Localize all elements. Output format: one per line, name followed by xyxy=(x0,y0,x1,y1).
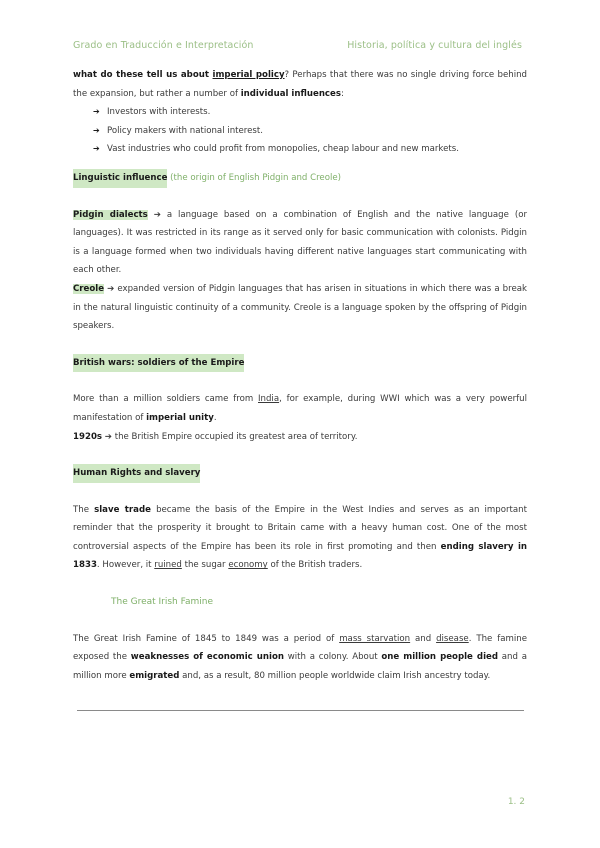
pidgin-term: Pidgin dialects xyxy=(73,209,148,220)
british-wars-paragraph: More than a million soldiers came from India, for example, during WWI which was a very powerful manifestation of imperial unity. xyxy=(73,394,527,423)
economy-term: economy xyxy=(228,560,268,571)
weaknesses-term: weaknesses of economic union xyxy=(130,652,284,663)
famine-subheading: The Great Irish Famine xyxy=(111,597,214,608)
horizontal-divider xyxy=(77,710,524,711)
list-item: ➔ Vast industries who could profit from monopolies, cheap labour and new markets. xyxy=(95,140,527,159)
ruined-term: ruined xyxy=(154,560,182,571)
creole-term: Creole xyxy=(73,283,105,294)
linguistic-subtitle: (the origin of English Pidgin and Creole) xyxy=(167,172,342,183)
disease-term: disease xyxy=(436,633,469,644)
india-term: India xyxy=(258,394,280,405)
document-body xyxy=(73,66,527,685)
page-number: 1. 2 xyxy=(507,797,525,807)
pidgin-paragraph: Pidgin dialects ➔ a language based on a combination of English and the native language (or languages). It was restricted in its range as it served only for basic communication with colonists. Pidgin is a language formed when two individuals having different native languages start communicating with each other. xyxy=(73,209,527,276)
header-course: Grado en Traducción e Interpretación xyxy=(73,40,254,51)
intro-question: what do these tell us about xyxy=(73,70,213,80)
territory-paragraph: 1920s ➔ the British Empire occupied its greatest area of territory. xyxy=(73,431,358,442)
emigrated-term: emigrated xyxy=(129,670,180,681)
header-subject: Historia, política y cultura del inglés xyxy=(347,40,522,51)
influences-list xyxy=(73,103,527,159)
mass-starvation-term: mass starvation xyxy=(339,633,411,644)
ending-slavery-term: ending slavery in 1833 xyxy=(73,541,528,571)
section-heading-human-rights: Human Rights and slavery xyxy=(73,464,527,483)
section-heading-british-wars: British wars: soldiers of the Empire xyxy=(73,354,527,373)
intro-paragraph: what do these tell us about imperial policy? Perhaps that there was no single driving force behind the expansion, but rather a number of individual influences: xyxy=(73,70,527,99)
creole-paragraph: Creole ➔ expanded version of Pidgin languages that has arisen in situations in which there was a break in the natural linguistic continuity of a community. Creole is a language spoken by the offspring of Pidgin speakers. xyxy=(73,283,527,332)
slave-trade-term: slave trade xyxy=(94,504,151,515)
section-heading-linguistic: Linguistic influence (the origin of English Pidgin and Creole) xyxy=(73,169,527,188)
individual-influences-term: individual influences xyxy=(240,88,341,99)
million-died-term: one million people died xyxy=(381,652,498,663)
list-item: ➔ Investors with interests. xyxy=(95,103,527,122)
slavery-paragraph: The slave trade became the basis of the Empire in the West Indies and serves as an important reminder that the prosperity it brought to Britain came with a heavy human cost. One of the most controversial aspects of the Empire has been its role in first promoting and then ending slavery in 1833. However, it ruined the sugar economy of the British traders. xyxy=(73,504,528,571)
famine-paragraph: The Great Irish Famine of 1845 to 1849 was a period of mass starvation and disease. The famine exposed the weaknesses of economic union with a colony. About one million people died and a million more emigrated and, as a result, 80 million people worldwide claim Irish ancestry today. xyxy=(73,633,527,681)
imperial-policy-term: imperial policy xyxy=(212,70,285,80)
year-1920s: 1920s xyxy=(73,431,103,442)
list-item: ➔ Policy makers with national interest. xyxy=(95,122,527,141)
imperial-unity-term: imperial unity xyxy=(146,412,214,423)
